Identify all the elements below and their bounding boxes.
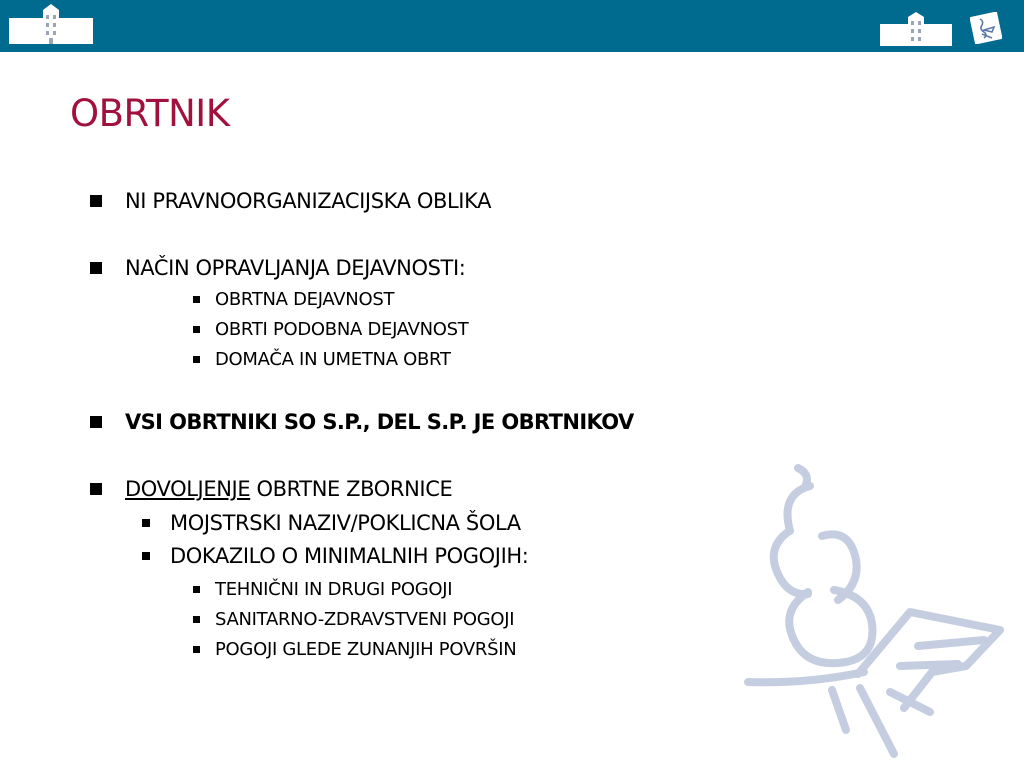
square-bullet-icon: [193, 326, 200, 333]
hermes-caduceus-watermark-icon: [740, 460, 1020, 760]
list-item-text: [125, 477, 452, 501]
list-item-text-rest: OBRTNE ZBORNICE: [250, 477, 453, 501]
list-item: [90, 256, 465, 280]
list-item-text: DOKAZILO O MINIMALNIH POGOJIH:: [170, 544, 529, 568]
list-item: [193, 609, 514, 630]
square-bullet-icon: [90, 483, 102, 495]
square-bullet-icon: [90, 262, 102, 274]
list-item-text: TEHNIČNI IN DRUGI POGOJI: [215, 579, 453, 600]
list-item-text: DOMAČA IN UMETNA OBRT: [215, 349, 451, 370]
list-item: [193, 289, 394, 310]
list-item: [90, 410, 634, 434]
list-item: [193, 319, 469, 340]
hermes-emblem-icon: [970, 12, 1002, 44]
list-item: [193, 639, 516, 660]
list-item: [142, 544, 528, 568]
square-bullet-icon: [193, 356, 200, 363]
list-item-text: OBRTNA DEJAVNOST: [215, 289, 395, 310]
square-bullet-icon: [193, 616, 200, 623]
square-bullet-icon: [142, 552, 150, 560]
list-item-text: SANITARNO-ZDRAVSTVENI POGOJI: [215, 609, 515, 630]
list-item-text: NAČIN OPRAVLJANJA DEJAVNOSTI:: [125, 256, 466, 280]
square-bullet-icon: [90, 416, 102, 428]
list-item-text: OBRTI PODOBNA DEJAVNOST: [215, 319, 469, 340]
underlined-term: DOVOLJENJE: [125, 477, 251, 501]
list-item-text: NI PRAVNOORGANIZACIJSKA OBLIKA: [125, 189, 492, 213]
list-item: [193, 349, 451, 370]
list-item-text: POGOJI GLEDE ZUNANJIH POVRŠIN: [215, 639, 517, 660]
building-logo-icon: [880, 12, 952, 46]
list-item-text: VSI OBRTNIKI SO S.P., DEL S.P. JE OBRTNIKOV: [125, 410, 634, 434]
square-bullet-icon: [193, 296, 200, 303]
square-bullet-icon: [193, 646, 200, 653]
list-item: [90, 477, 452, 501]
list-item: [142, 511, 521, 535]
list-item: [90, 189, 491, 213]
list-item: [193, 579, 452, 600]
square-bullet-icon: [193, 586, 200, 593]
square-bullet-icon: [90, 195, 102, 207]
list-item-text: MOJSTRSKI NAZIV/POKLICNA ŠOLA: [170, 511, 521, 535]
header-bar: [0, 0, 1024, 52]
building-logo-icon: [9, 4, 93, 44]
square-bullet-icon: [142, 519, 150, 527]
page-title: OBRTNIK: [70, 92, 230, 135]
